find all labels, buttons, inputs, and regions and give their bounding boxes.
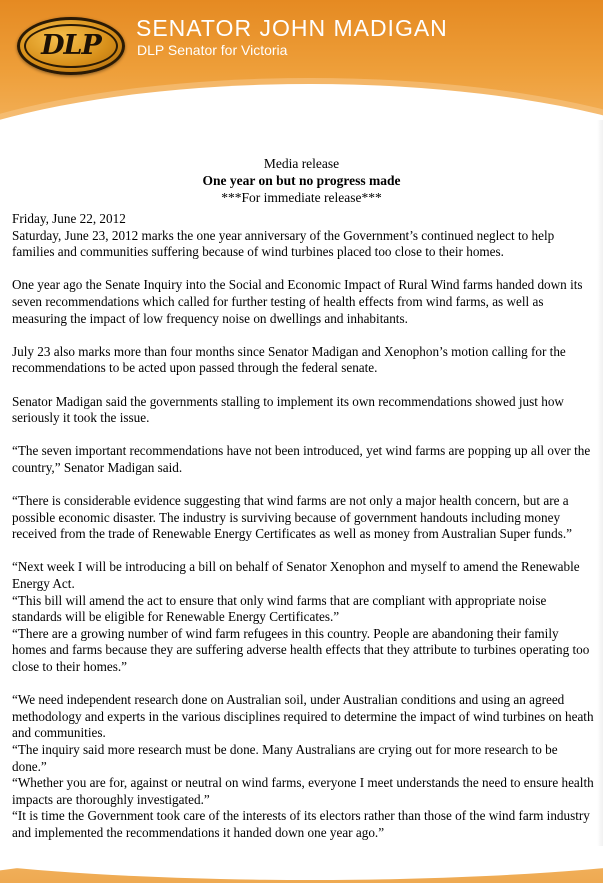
release-title: One year on but no progress made: [202, 173, 401, 188]
senator-name: SENATOR JOHN MADIGAN: [136, 15, 448, 41]
release-tagline: ***For immediate release***: [221, 190, 382, 205]
release-label: Media release: [263, 156, 340, 171]
paragraph: Senator Madigan said the governments stalling to implement its own recommendations showed just how seriously it took the issue.: [12, 393, 564, 426]
paragraph: One year ago the Senate Inquiry into the Social and Economic Impact of Rural Wind farms handed down its seven recommendations which called for further testing of health effects from wind farms, as well as measuring the impact of low frequency noise on dwellings and inhabitants.: [12, 277, 583, 326]
paragraph: “There is considerable evidence suggesting that wind farms are not only a major health concern, but are a possible economic disaster. The industry is surviving because of government handouts including money received from the trade of Renewable Energy Certificates as well as money from Australian Super funds.”: [12, 493, 573, 542]
dlp-logo: [17, 17, 125, 75]
paragraph: “The inquiry said more research must be done. Many Australians are crying out for more research to be done.”: [12, 742, 558, 774]
letterhead-banner: [0, 0, 603, 130]
paragraph: “The seven important recommendations have not been introduced, yet wind farms are popping up all over the country,” Senator Madigan said.: [12, 443, 591, 475]
page-edge-shadow: [597, 120, 603, 883]
senator-role: DLP Senator for Victoria: [137, 42, 288, 58]
footer-swoosh: [0, 846, 603, 883]
paragraph: “Next week I will be introducing a bill on behalf of Senator Xenophon and myself to amend the Renewable Energy Act.: [12, 559, 580, 592]
paragraph: “Whether you are for, against or neutral on wind farms, everyone I meet understands the need to ensure health impacts are thoroughly investigated.”: [12, 775, 594, 807]
paragraph: July 23 also marks more than four months since Senator Madigan and Xenophon’s motion calling for the recommendations to be acted upon passed through the federal senate.: [12, 343, 566, 376]
paragraph: “This bill will amend the act to ensure that only wind farms that are compliant with appropriate noise standards will be eligible for Renewable Energy Certificates.”: [12, 592, 547, 625]
banner-curve: [0, 84, 603, 130]
release-date: Friday, June 22, 2012: [12, 211, 126, 226]
release-body: [12, 211, 594, 842]
paragraph: Saturday, June 23, 2012 marks the one year anniversary of the Government’s continued neglect to help families and communities suffering because of wind turbines placed too close to their homes.: [12, 227, 555, 260]
paragraph: “We need independent research done on Australian soil, under Australian conditions and using an agreed methodology and experts in the various disciplines required to determine the impact of wind turbines on heath and communities.: [12, 692, 594, 741]
logo-text: DLP: [41, 30, 101, 61]
release-heading: [0, 155, 603, 206]
paragraph: “There are a growing number of wind farm refugees in this country. People are abandoning their family homes and farms because they are suffering adverse health effects that they attribute to turbines operating too close to their homes.”: [12, 625, 590, 675]
paragraph: “It is time the Government took care of the interests of its electors rather than those of the wind farm industry and implemented the recommendations it handed down one year ago.”: [12, 808, 590, 840]
